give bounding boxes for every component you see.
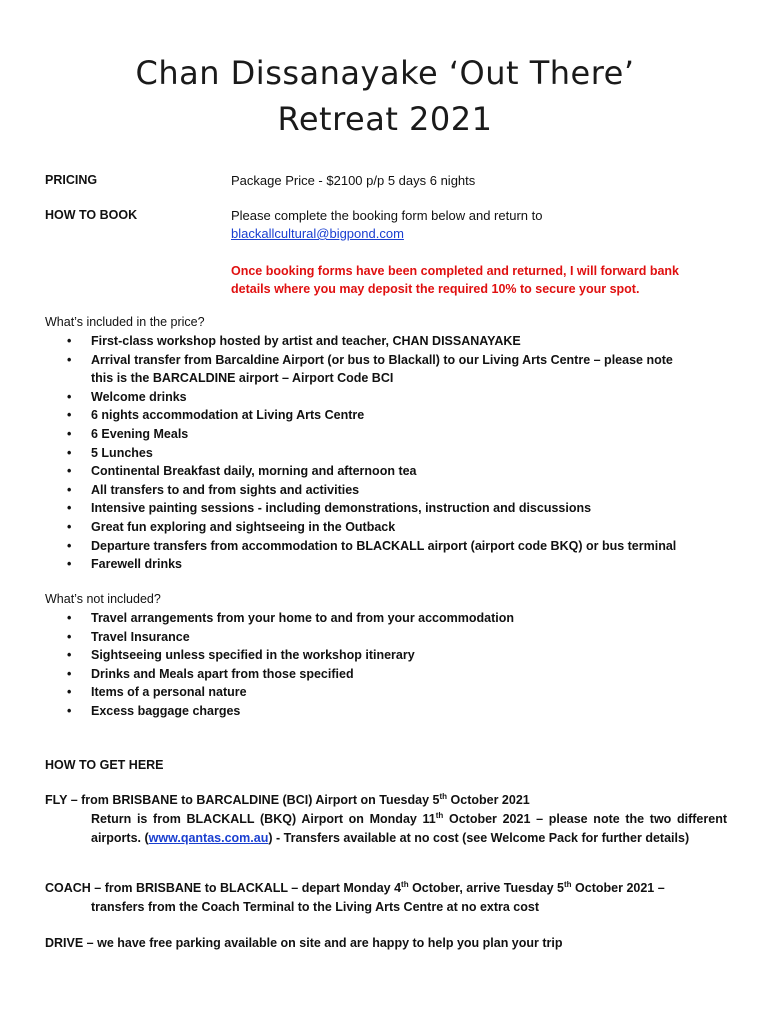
list-item-continuation: this is the BARCALDINE airport – Airport Code BCI xyxy=(91,371,394,386)
coach-transfer-text: transfers from the Coach Terminal to the Living Arts Centre at no extra cost xyxy=(91,900,540,914)
list-item: • All transfers to and from sights and activities xyxy=(63,481,743,500)
coach-line: COACH – from BRISBANE to BLACKALL – depart Monday 4th October, arrive Tuesday 5th October 2021 – xyxy=(45,879,665,895)
list-item: • 5 Lunches xyxy=(63,444,743,463)
list-item: • Arrival transfer from Barcaldine Airport (or bus to Blackall) to our Living Arts Centre – please note this is the BARCALDINE airport – Airport Code BCI xyxy=(63,351,743,388)
list-item: • Departure transfers from accommodation to BLACKALL airport (airport code BKQ) or bus terminal xyxy=(63,537,743,556)
list-item: • First-class workshop hosted by artist and teacher, CHAN DISSANAYAKE xyxy=(63,332,743,351)
included-heading: What’s included in the price? xyxy=(45,315,205,329)
list-item: • 6 nights accommodation at Living Arts Centre xyxy=(63,406,743,425)
how-to-book-text: Please complete the booking form below and return to xyxy=(231,208,543,223)
list-item: • 6 Evening Meals xyxy=(63,425,743,444)
get-here-heading: HOW TO GET HERE xyxy=(45,758,164,772)
qantas-link[interactable]: www.qantas.com.au xyxy=(148,831,269,845)
pricing-label: PRICING xyxy=(45,173,98,187)
list-item: • Intensive painting sessions - including demonstrations, instruction and discussions xyxy=(63,499,743,518)
booking-notice-line-1: Once booking forms have been completed and returned, I will forward bank xyxy=(231,264,679,278)
booking-email-link[interactable]: blackallcultural@bigpond.com xyxy=(231,226,404,241)
page-title xyxy=(0,50,770,142)
list-item: • Drinks and Meals apart from those specified xyxy=(63,665,743,684)
list-item: • Travel arrangements from your home to and from your accommodation xyxy=(63,609,743,628)
list-item: • Sightseeing unless specified in the workshop itinerary xyxy=(63,646,743,665)
list-item: • Great fun exploring and sightseeing in the Outback xyxy=(63,518,743,537)
drive-section: DRIVE – we have free parking available on site and are happy to help you plan your trip xyxy=(45,936,563,950)
how-to-book-label: HOW TO BOOK xyxy=(45,208,138,222)
fly-line: FLY – from BRISBANE to BARCALDINE (BCI) Airport on Tuesday 5th October 2021 xyxy=(45,791,530,807)
title-line-2: Retreat 2021 xyxy=(277,100,493,138)
booking-notice xyxy=(231,262,731,298)
list-item: • Welcome drinks xyxy=(63,388,743,407)
not-included-heading: What’s not included? xyxy=(45,592,161,606)
list-item: • Items of a personal nature xyxy=(63,683,743,702)
title-line-1: Chan Dissanayake ‘Out There’ xyxy=(135,54,635,92)
list-item: • Excess baggage charges xyxy=(63,702,743,721)
list-item: • Farewell drinks xyxy=(63,555,743,574)
not-included-list xyxy=(63,609,743,721)
booking-notice-line-2: details where you may deposit the required 10% to secure your spot. xyxy=(231,282,640,296)
list-item: • Travel Insurance xyxy=(63,628,743,647)
list-item: • Continental Breakfast daily, morning and afternoon tea xyxy=(63,462,743,481)
fly-return-text: Return is from BLACKALL (BKQ) Airport on Monday 11th October 2021 – please note the two different airports. (www.qantas.com.au) - Transfers available at no cost (see Welcome Pack for further details) xyxy=(91,810,728,845)
pricing-value: Package Price - $2100 p/p 5 days 6 nights xyxy=(231,173,476,188)
fly-section xyxy=(45,791,727,848)
coach-section xyxy=(45,879,727,917)
included-list xyxy=(63,332,743,574)
